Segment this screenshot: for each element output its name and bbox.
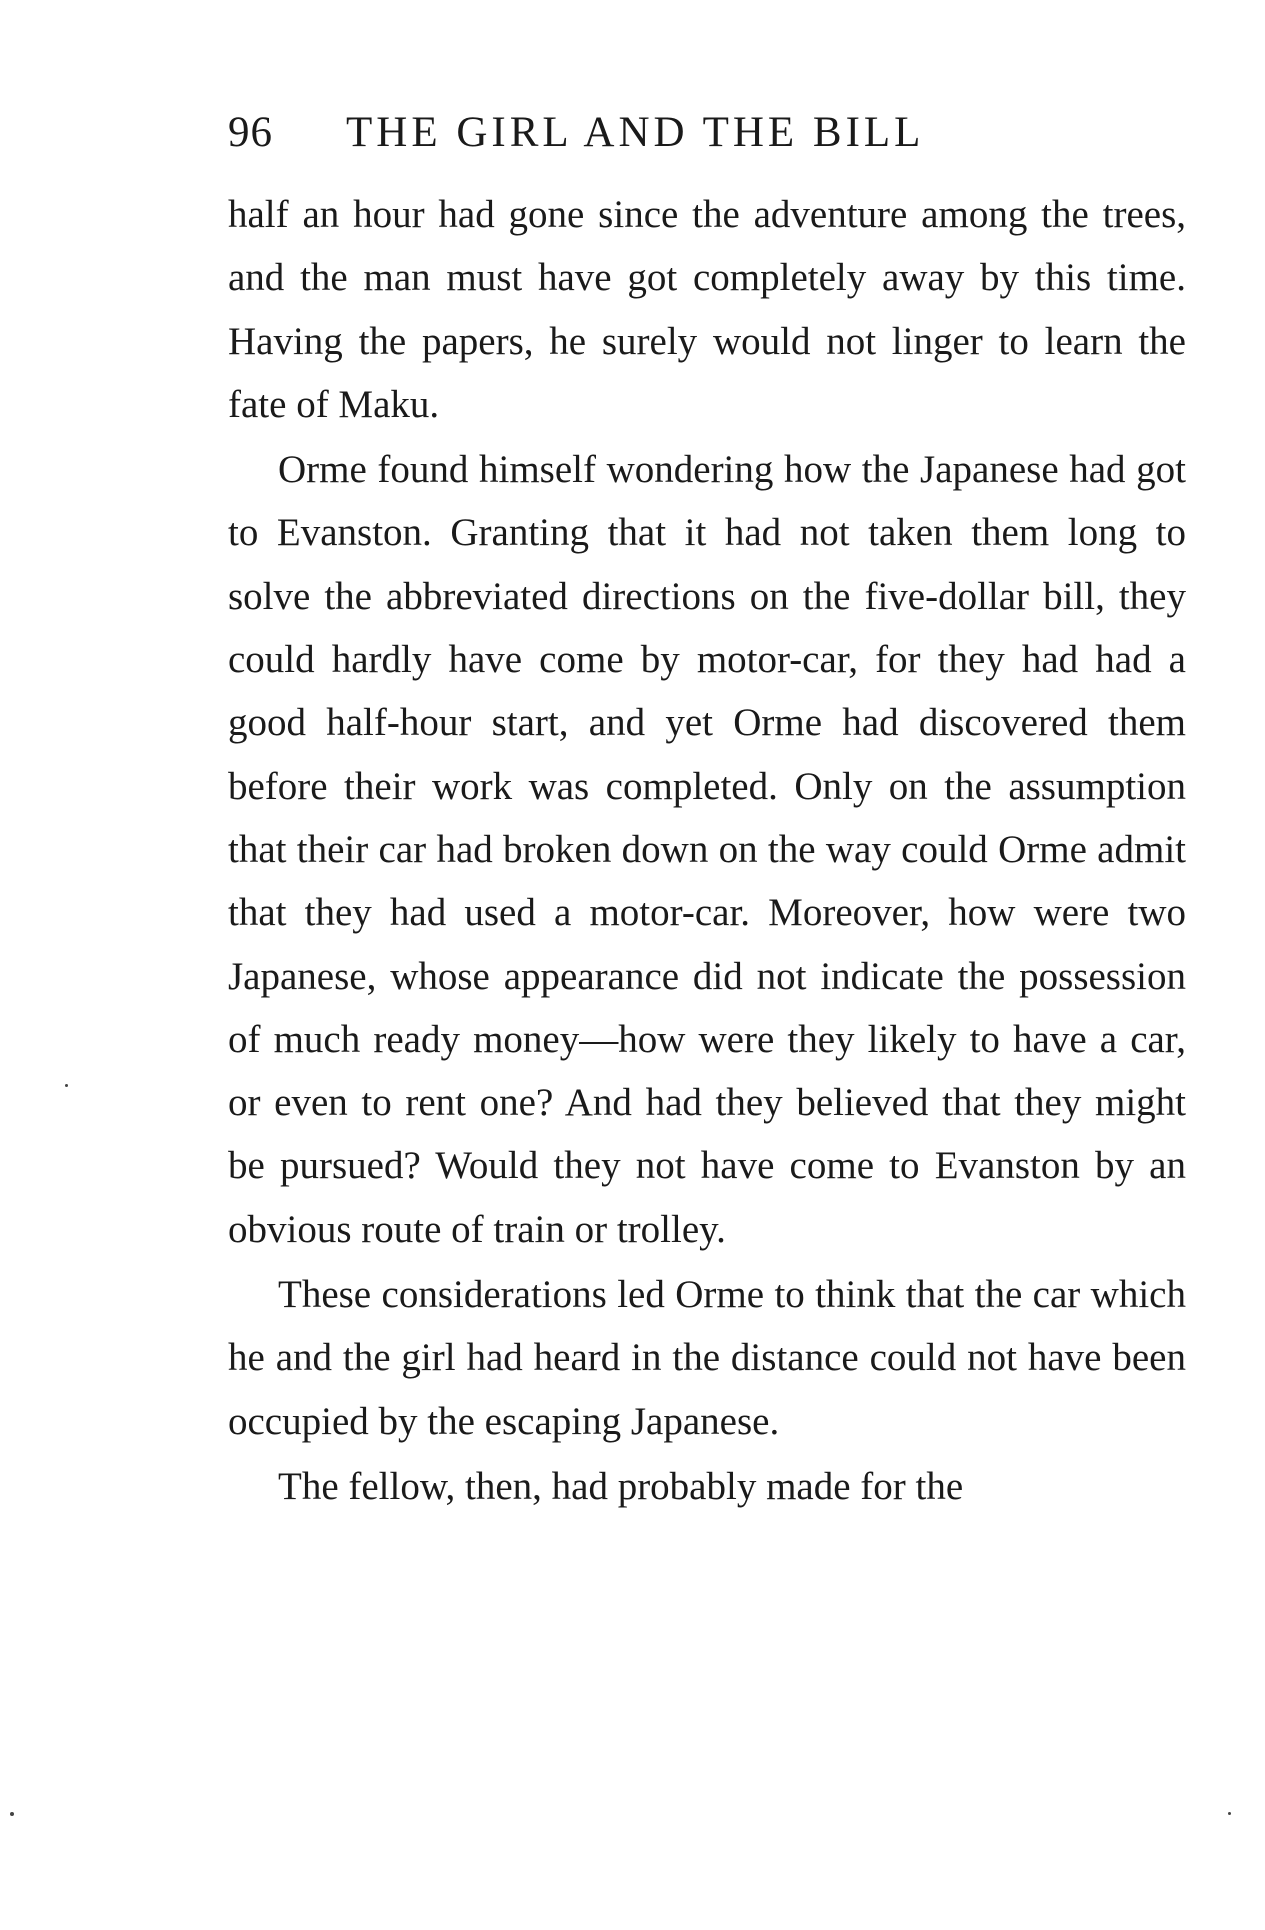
paper-speck [65, 1084, 68, 1087]
paragraph: The fellow, then, had probably made for the [278, 1464, 964, 1508]
paper-speck [1228, 1812, 1231, 1815]
paragraph: half an hour had gone since the adventure among the trees, and the man must have got completely away by this time. Having the papers, he surely would not linger to learn the fate of Maku. [228, 193, 1186, 426]
page-number: 96 [228, 109, 273, 156]
paragraph: Orme found himself wondering how the Japanese had got to Evanston. Granting that it had not taken them long to solve the abbreviated directions on the five-dollar bill, they could hardly have come by motor-car, for they had had a good half-hour start, and yet Orme had discovered them before their work was completed. Only on the assumption that their car had broken down on the way could Orme admit that they had used a motor-car. Moreover, how were two Japanese, whose appearance did not indicate the possession of much ready money—how were they likely to have a car, or even to rent one? And had they believed that they might be pursued? Would they not have come to Evanston by an obvious route of train or trolley. [228, 448, 1186, 1251]
paper-speck [10, 1812, 14, 1816]
paragraph: These considerations led Orme to think that the car which he and the girl had heard in the distance could not have been occupied by the escaping Japanese. [228, 1273, 1186, 1443]
running-title: THE GIRL AND THE BILL [346, 109, 925, 156]
page-header [228, 108, 1058, 168]
body-text [228, 183, 1186, 1518]
